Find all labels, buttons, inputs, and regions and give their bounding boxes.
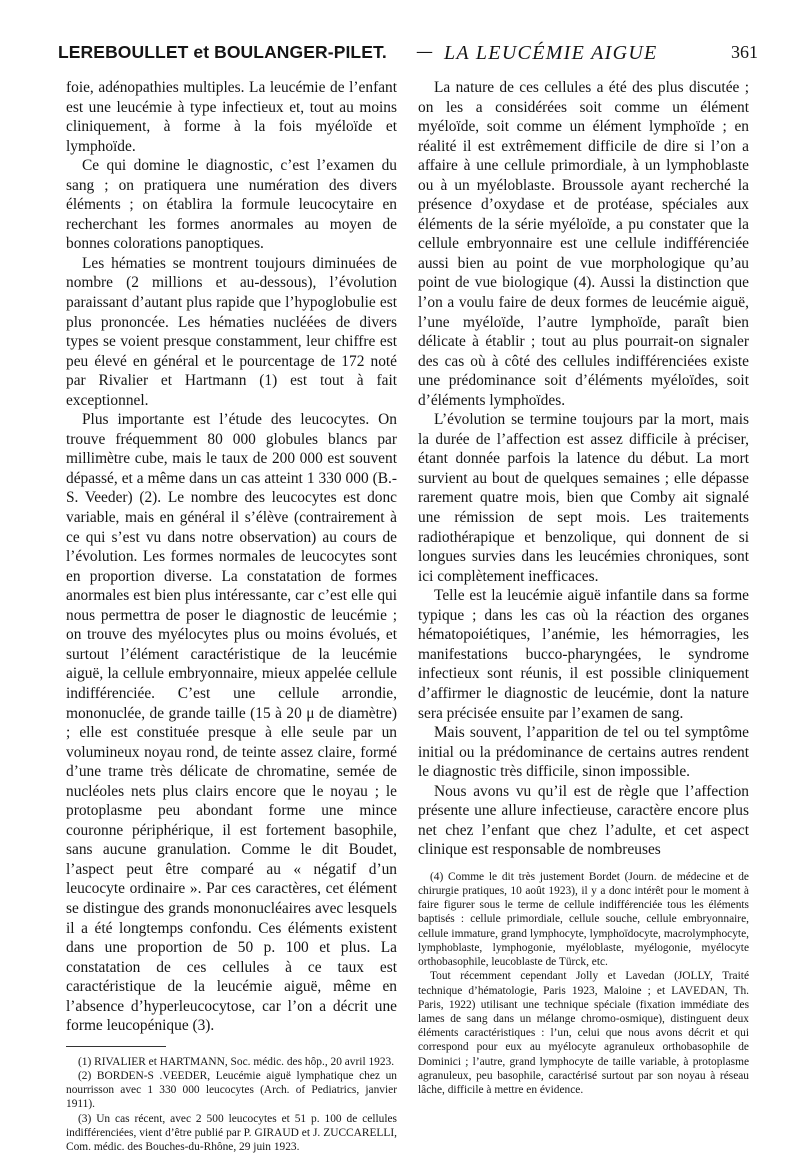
right-column	[418, 78, 749, 1118]
body-paragraph: Ce qui domine le diagnostic, c’est l’examen du sang ; on pratiquera une numération des divers éléments ; on établira la formule leucocytaire en recherchant les formes anormales au moyen de bonnes colorations panoptiques.	[66, 157, 397, 253]
footnote-divider	[66, 1046, 166, 1047]
footnote: Tout récemment cependant Jolly et Lavedan (JOLLY, Traité technique d’hématologie, Paris 1923, Maloine ; et LAVEDAN, Th. Paris, 1922) utilisant une technique spéciale (fixation immédiate des lames de sang dans un mélange chromo-osmique), distinguent deux éléments caractéristiques : l’un, celui que nous avons décrit et qui correspond pour eux au myélocyte agranuleux orthobasophile de Dominici ; l’autre, grand lymphocyte de taille variable, à protoplasme agranuleux, peu basophile, caractérisé surtout par son noyau à réseau lâche, difficile à mettre en évidence.	[418, 970, 749, 1096]
body-paragraph: Nous avons vu qu’il est de règle que l’affection présente une allure infectieuse, caractère encore plus net chez l’enfant que chez l’adulte, et cet aspect clinique est responsable de nombreuses	[418, 782, 749, 859]
body-paragraph: Telle est la leucémie aiguë infantile dans sa forme typique ; dans les cas où la réaction des organes hématopoiétiques, l’anémie, les hémorragies, les manifestations bucco-pharyngées, le syndrome infectieux sont réunis, il est possible cliniquement d’affirmer le diagnostic de leucémie, dont la nature sera précisée ensuite par l’examen de sang.	[418, 587, 749, 722]
footnote: (3) Un cas récent, avec 2 500 leucocytes et 51 p. 100 de cellules indifférenciées, vient d’être publié par P. GIRAUD et J. ZUCCARELLI, Com. médic. des Bouches-du-Rhône, 29 juin 1923.	[66, 1112, 397, 1154]
running-head-title: LA LEUCÉMIE AIGUE	[444, 42, 658, 64]
footnote-block	[418, 870, 749, 1097]
body-paragraph: La nature de ces cellules a été des plus discutée ; on les a considérées soit comme un élément myéloïde, soit comme un élément lymphoïde ; en réalité il est extrêmement difficile de dire si l’on a affaire à une cellule primordiale, à un lymphoblaste ou à un myéloblaste. Broussole ayant recherché la présence d’oxydase et de protéase, spéciales aux éléments de la série myéloïde, a pu constater que la cellule embryonnaire est une cellule indifférenciée aussi bien au point de vue morphologique qu’au point de vue biologique (4). Aussi la distinction que l’on a voulu faire de deux formes de leucémie aiguë, l’une myéloïde, l’autre lymphoïde, paraît bien délicate à établir ; tout au plus pourrait-on signaler des cas où à côté des cellules indifférenciées existe une prédominance soit d’éléments myéloïdes, soit d’éléments lymphoïdes.	[418, 79, 749, 409]
page-number: 361	[731, 42, 758, 62]
body-paragraph: Les hématies se montrent toujours diminuées de nombre (2 millions et au-dessous), l’évolution paraissant d’autant plus rapide que l’hypoglobulie est plus prononcée. Les hématies nucléées de divers types se voient presque constamment, leur chiffre est peu élevé en général et le pourcentage de 172 noté par Rivalier et Hartmann (1) est tout à fait exceptionnel.	[66, 254, 397, 409]
left-column	[66, 78, 397, 1154]
footnote: (2) BORDEN-S .VEEDER, Leucémie aiguë lymphatique chez un nourrisson avec 1 330 000 leucocytes (Arch. of Pediatrics, janvier 1911).	[66, 1070, 397, 1111]
page-header	[58, 42, 758, 66]
body-paragraph: L’évolution se termine toujours par la mort, mais la durée de l’affection est assez difficile à préciser, étant donnée parfois la latence du début. La mort survient au bout de quelques semaines ; elle dépasse rarement quatre mois, bien que Comby ait signalé une rémission de sept mois. Les traitements radiothérapique et benzolique, qui donnent de si longues survies dans les leucémies chroniques, sont ici complètement inefficaces.	[418, 411, 749, 585]
footnote: (1) RIVALIER et HARTMANN, Soc. médic. des hôp., 20 avril 1923.	[78, 1055, 395, 1068]
running-head-authors: LEREBOULLET et BOULANGER-PILET.	[58, 42, 387, 62]
body-paragraph: Plus importante est l’étude des leucocytes. On trouve fréquemment 80 000 globules blancs par millimètre cube, mais le taux de 200 000 est souvent dépassé, et a même dans un cas atteint 1 330 000 (B.-S. Veeder) (2). Le nombre des leucocytes est donc variable, mais en général il s’élève (contrairement à ce qui s’est vu dans notre observation) au cours de l’évolution. Les formes normales de leucocytes sont en proportion diverse. La constatation de formes anormales est bien plus intéressante, car c’est elle qui nous permettra de poser le diagnostic de leucémie ; on trouve des myélocytes plus ou moins évolués, et surtout l’élément caractéristique de la leucémie aiguë, la cellule embryonnaire, mieux appelée cellule indifférenciée. C’est une cellule arrondie, mononuclée, de grande taille (15 à 20 μ de diamètre) ; elle est constituée presque à elle seule par un volumineux noyau rond, de teinte assez claire, formé d’une trame très délicate de chromatine, semée de nucléoles nets plus clairs encore que le noyau ; le protoplasme peu abondant forme une mince couronne périphérique, il est fortement basophile, sans aucune granulation. Comme le dit Boudet, l’aspect peut être comparé au « négatif d’un leucocyte ordinaire ». Par ces caractères, cet élément se distingue des grands mononucléaires avec lesquels il a été longtemps confondu. Ces éléments existent dans une proportion de 50 p. 100 et plus. La constatation de ces cellules à ce taux est caractéristique de la leucémie aiguë, même en l’absence d’hyperleucocytose, car l’on a décrit une forme leucopénique (3).	[66, 411, 397, 1035]
footnote: (4) Comme le dit très justement Bordet (Journ. de médecine et de chirurgie pratiques, 10 août 1923), il y a donc intérêt pour le moment à faire figurer sous le terme de cellule indifférenciée tous les éléments baptisés : cellule primordiale, cellule souche, cellule embryonnaire, cellule immature, grand lymphocyte, lymphoïdocyte, macrolymphocyte, lymphoblaste, lymphogonie, myéloblaste, myélogonie, myélocyte orthobasophile, leucoblaste de Türck, etc.	[418, 870, 749, 969]
running-head-separator: —	[416, 42, 433, 62]
body-paragraph: foie, adénopathies multiples. La leucémie de l’enfant est une leucémie à type infectieux et, tout au moins cliniquement, à forme à la fois myéloïde et lymphoïde.	[66, 79, 397, 155]
body-paragraph: Mais souvent, l’apparition de tel ou tel symptôme initial ou la prédominance de certains autres rendent le diagnostic très difficile, sinon impossible.	[418, 724, 749, 781]
